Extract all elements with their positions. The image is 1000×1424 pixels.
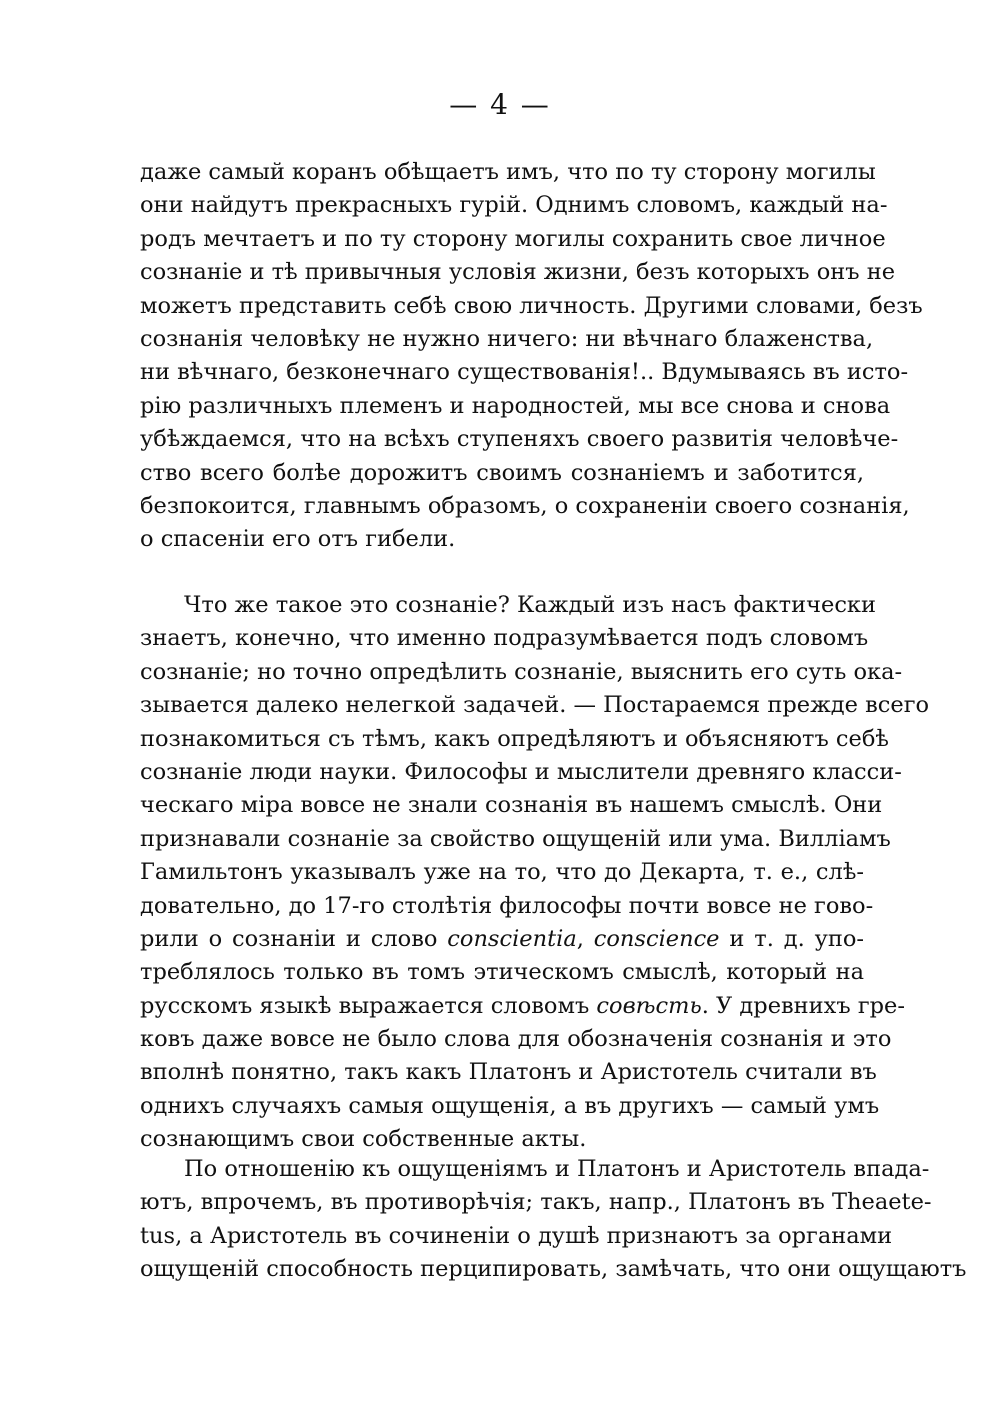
text-line: ство всего болѣе дорожитъ своимъ сознаніемъ и заботится, [140,459,864,486]
text-run: . У древнихъ гре- [701,992,905,1019]
text-line: сознающимъ свои собственные акты. [140,1126,587,1153]
text-line: признавали сознаніе за свойство ощущеній или ума. Вилліамъ [140,825,891,852]
italic-term: conscientia [447,925,577,952]
paragraph-1 [140,156,923,557]
text-line: сознаніе; но точно опредѣлить сознаніе, выяснить его суть ока- [140,658,903,685]
italic-term: conscience [593,925,720,952]
text-run: , [576,925,594,952]
text-line: родъ мечтаетъ и по ту сторону могилы сохранить свое личное [140,225,886,252]
text-line: зывается далеко нелегкой задачей. — Постараемся прежде всего [140,692,930,719]
text-line: познакомиться съ тѣмъ, какъ опредѣляютъ и объясняютъ себѣ [140,725,889,752]
text-line: о спасеніи его отъ гибели. [140,526,456,553]
text-line: tus, а Аристотель въ сочиненіи о душѣ признаютъ за органами [140,1222,893,1249]
text-line: знаетъ, конечно, что именно подразумѣвается подъ словомъ [140,625,869,652]
text-line: можетъ представить себѣ свою личность. Другими словами, безъ [140,292,923,319]
text-line: ощущеній способность перципировать, замѣчать, что они ощущаютъ [140,1256,967,1283]
text-line: сознаніе и тѣ привычныя условія жизни, безъ которыхъ онъ не [140,259,896,286]
text-line: ни вѣчнаго, безконечнаго существованія!.. Вдумываясь въ исто- [140,359,909,386]
italic-term: совѣсть [596,992,702,1019]
text-run: и т. д. упо- [719,925,864,952]
text-line [140,923,864,956]
text-line: они найдутъ прекрасныхъ гурій. Однимъ словомъ, каждый на- [140,192,888,219]
text-line: Гамильтонъ указывалъ уже на то, что до Декарта, т. е., слѣ- [140,859,864,886]
text-line: сознаніе люди науки. Философы и мыслители древняго класси- [140,758,902,785]
text-line: довательно, до 17-го столѣтія философы почти вовсе не гово- [140,892,874,919]
text-line: ческаго міра вовсе не знали сознанія въ нашемъ смыслѣ. Они [140,792,883,819]
text-line: Что же такое это сознаніе? Каждый изъ насъ фактически [184,592,876,618]
text-line: ютъ, впрочемъ, въ противорѣчія; такъ, напр., Платонъ въ Theaete- [140,1189,932,1216]
text-line: убѣждаемся, что на всѣхъ ступеняхъ своего развитія человѣче- [140,426,899,453]
text-line: однихъ случаяхъ самыя ощущенія, а въ другихъ — самый умъ [140,1092,880,1119]
text-line: даже самый коранъ обѣщаетъ имъ, что по ту сторону могилы [140,159,876,185]
paragraph-3 [140,1153,967,1287]
text-run: рили о сознаніи и слово [140,925,448,952]
text-line: По отношенію къ ощущеніямъ и Платонъ и Аристотель впада- [184,1156,930,1182]
paragraph-2 [140,589,930,1157]
text-run: русскомъ языкѣ выражается словомъ [140,992,597,1019]
text-line: безпокоится, главнымъ образомъ, о сохраненіи своего сознанія, [140,492,910,519]
text-line: вполнѣ понятно, такъ какъ Платонъ и Аристотель считали въ [140,1059,877,1086]
text-line: ковъ даже вовсе не было слова для обозначенія сознанія и это [140,1026,892,1053]
page-number: — 4 — [449,88,551,121]
text-line [140,990,905,1023]
text-line: треблялось только въ томъ этическомъ смыслѣ, который на [140,959,864,986]
text-line: сознанія человѣку не нужно ничего: ни вѣчнаго блаженства, [140,325,874,352]
text-line: рію различныхъ племенъ и народностей, мы все снова и снова [140,392,891,419]
